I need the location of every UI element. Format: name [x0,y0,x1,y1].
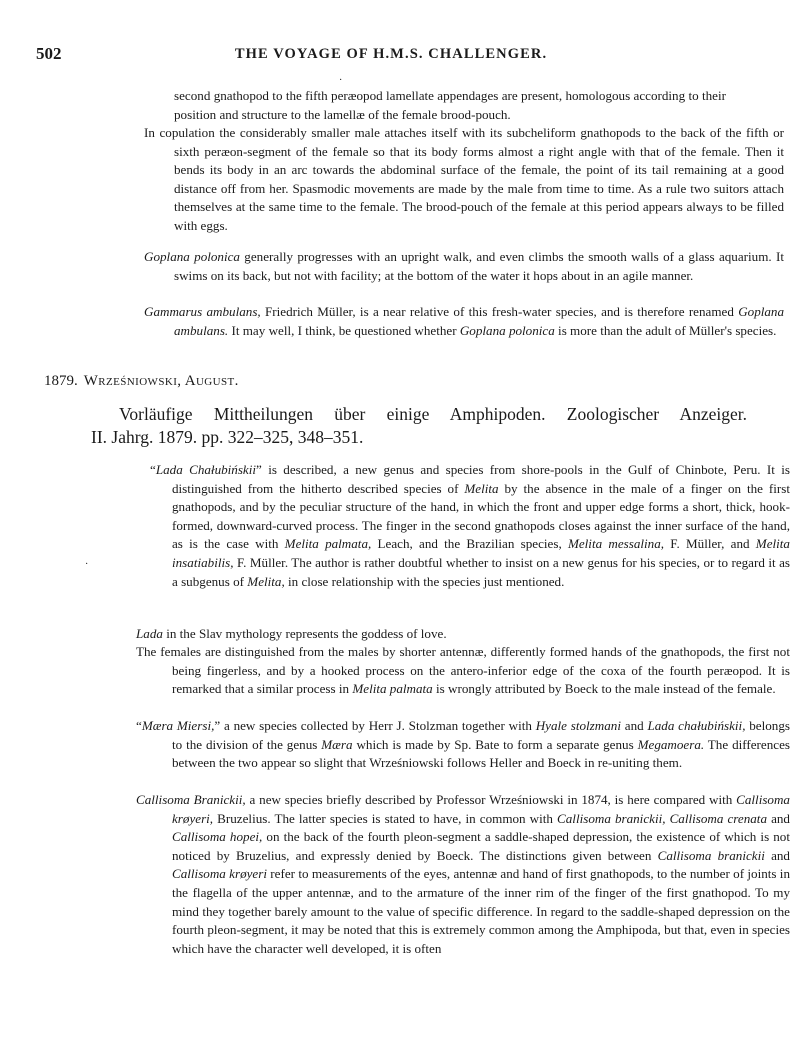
paragraph-text: and [620,718,648,733]
paragraph-text: second gnathopod to the fifth peræopod lamellate appendages are present, homologous according to their position and structure to the lamellæ of the female brood-pouch. [174,88,726,122]
species-name: Lada chałubińskii, [647,718,746,733]
paragraph-text: belongs to the division of the genus [172,718,790,752]
paragraph-text: F. Müller, and [664,536,756,552]
paragraph-text: The differences between the two appear so slight that Wrześniowski follows Heller and Boeck in re-uniting them. [172,736,790,771]
species-name: Hyale stolzmani [535,718,621,733]
species-name: Mæra [321,736,353,752]
paragraph-text: The females are distinguished from the males by shorter antennæ, differently formed hands of the gnathopods, the first not being fingerless, and by a hooked process on the antero-inferior edge of the coxa of the fourth peræopod. It is remarked that a similar process in [136,644,790,697]
species-name: Goplana polonica [144,249,240,264]
paragraph-text: generally progresses with an upright walk, and even climbs the smooth walls of a glass aquarium. It swims on its back, but not with facility; at the bottom of the water it hops about in an agile manner. [174,249,784,283]
paragraph-goplana-polonica [144,248,784,285]
entry-title-line-1: Vorläufige Mittheilungen über einige Amphipoden. Zoologischer Anzeiger. [119,404,747,424]
species-name: Callisoma branickii, Callisoma crenata [557,810,767,826]
paragraph-text: refer to measurements of the eyes, antennæ and hand of first gnathopods, to the number of joints in the flagella of the upper antennæ, and to the armature of the inner rim of the finger of the first gnathopod. To my mind they together barely amount to the value of specific difference. In regard to the saddle-shaped depression on the fourth pleon-segment, it may be noted that this is extremely common among the Amphipoda, but that, even in species which have the character well developed, it is often [172,866,790,956]
species-name: Melita, [247,573,285,589]
species-name: Lada [136,626,163,641]
paragraph-callisoma-branickii [136,791,790,958]
species-name: Melita messalina, [567,536,665,552]
entry-author: Wrześniowski, August. [83,373,239,389]
paragraph-text: ” a new species collected by Herr J. Stolzman together with [214,718,536,733]
species-name: Melita palmata, [284,536,372,552]
quote-mark: “ [136,718,142,733]
species-name: Mæra Miersi, [141,718,215,733]
paragraph-text: in close relationship with the species just mentioned. [284,573,565,589]
species-name: Callisoma krøyeri [172,866,267,882]
species-name: Goplana ambulans. [174,304,785,338]
entry-title-line-2: II. Jahrg. 1879. pp. 322–325, 348–351. [91,427,364,447]
paragraph-text: a new species briefly described by Professor Wrześniowski in 1874, is here compared with [245,792,737,807]
paragraph-text: is more than the adult of Müller's species. [554,322,777,338]
species-name: Melita insatiabilis, [172,536,790,570]
bibliography-entry-heading [44,373,239,390]
paragraph-lada-chalubinskii [136,461,790,591]
paragraph-text: by the absence in the male of a finger on the first gnathopods, and by the peculiar structure of the hand, in which the front and upper edge forms a short, thick, hook-formed, downward-curved process. The finger in the second gnathopods closes against the inner surface of the hand, as is the case with [172,480,790,552]
paragraph-text: in the Slav mythology represents the goddess of love. [162,626,447,641]
paragraph-text: and [767,810,790,826]
paragraph-lada-mythology [136,625,790,644]
paragraph-maera-miersi [136,717,790,773]
paragraph-text: Friedrich Müller, is a near relative of this fresh-water species, and is therefore renamed [260,304,739,319]
page-number: 502 [36,44,62,63]
paragraph-text: and [764,847,790,863]
species-name: Gammarus ambulans, [144,304,261,319]
species-name: Melita [464,480,499,496]
paragraph-text: is wrongly attributed by Boeck to the male instead of the female. [432,681,776,697]
paragraph-copulation [144,124,784,236]
paragraph-text: In copulation the considerably smaller male attaches itself with its subcheliform gnathopods to the back of the fifth or sixth peræon-segment of the female so that its body forms almost a right angle with that of the female. Then it bends its body in an arc towards the abdominal surface of the female, the point of its tail remaining at a good distance off from her. Spasmodic movements are made by the male from time to time. As a rule two suitors attach themselves at the same time to the female. The brood-pouch of the female at this period appears always to be filled with eggs. [144,125,784,233]
species-name: Lada Chałubińskii [155,462,257,477]
species-name: Goplana polonica [459,322,555,338]
paragraph-text: F. Müller. The author is rather doubtful whether to insist on a new genus for his species, or to regard it as a subgenus of [172,554,790,589]
paragraph-gammarus-ambulans [144,303,784,340]
paragraph-text: Bruzelius. The latter species is stated to have, in common with [213,810,558,826]
entry-year: 1879. [44,373,78,389]
print-speck: · [85,559,89,570]
species-name: Callisoma krøyeri, [172,792,790,826]
paragraph-text: which is made by Sp. Bate to form a separate genus [352,736,638,752]
paragraph-brood-pouch [174,87,726,124]
quote-mark: “ [150,462,156,477]
running-title: THE VOYAGE OF H.M.S. CHALLENGER. [234,46,548,62]
species-name: Callisoma hopei, [172,829,263,845]
page-header [36,44,746,66]
species-name: Callisoma branickii [657,847,765,863]
paragraph-females [136,643,790,699]
paragraph-text: It may well, I think, be questioned whether [228,322,460,338]
species-name: Callisoma Branickii, [136,792,246,807]
paragraph-text: on the back of the fourth pleon-segment a saddle-shaped depression, the existence of which is not noticed by Bruzelius, and expressly denied by Boeck. The distinctions given between [172,829,790,863]
paragraph-text: Leach, and the Brazilian species, [371,536,568,552]
entry-title [91,403,747,449]
paragraph-text: ” is described, a new genus and species from shore-pools in the Gulf of Chinbote, Peru. It is distinguished from the hitherto described species of [172,462,790,496]
species-name: Megamoera. [637,736,705,752]
print-speck: · [339,75,343,86]
species-name: Melita palmata [352,681,433,697]
